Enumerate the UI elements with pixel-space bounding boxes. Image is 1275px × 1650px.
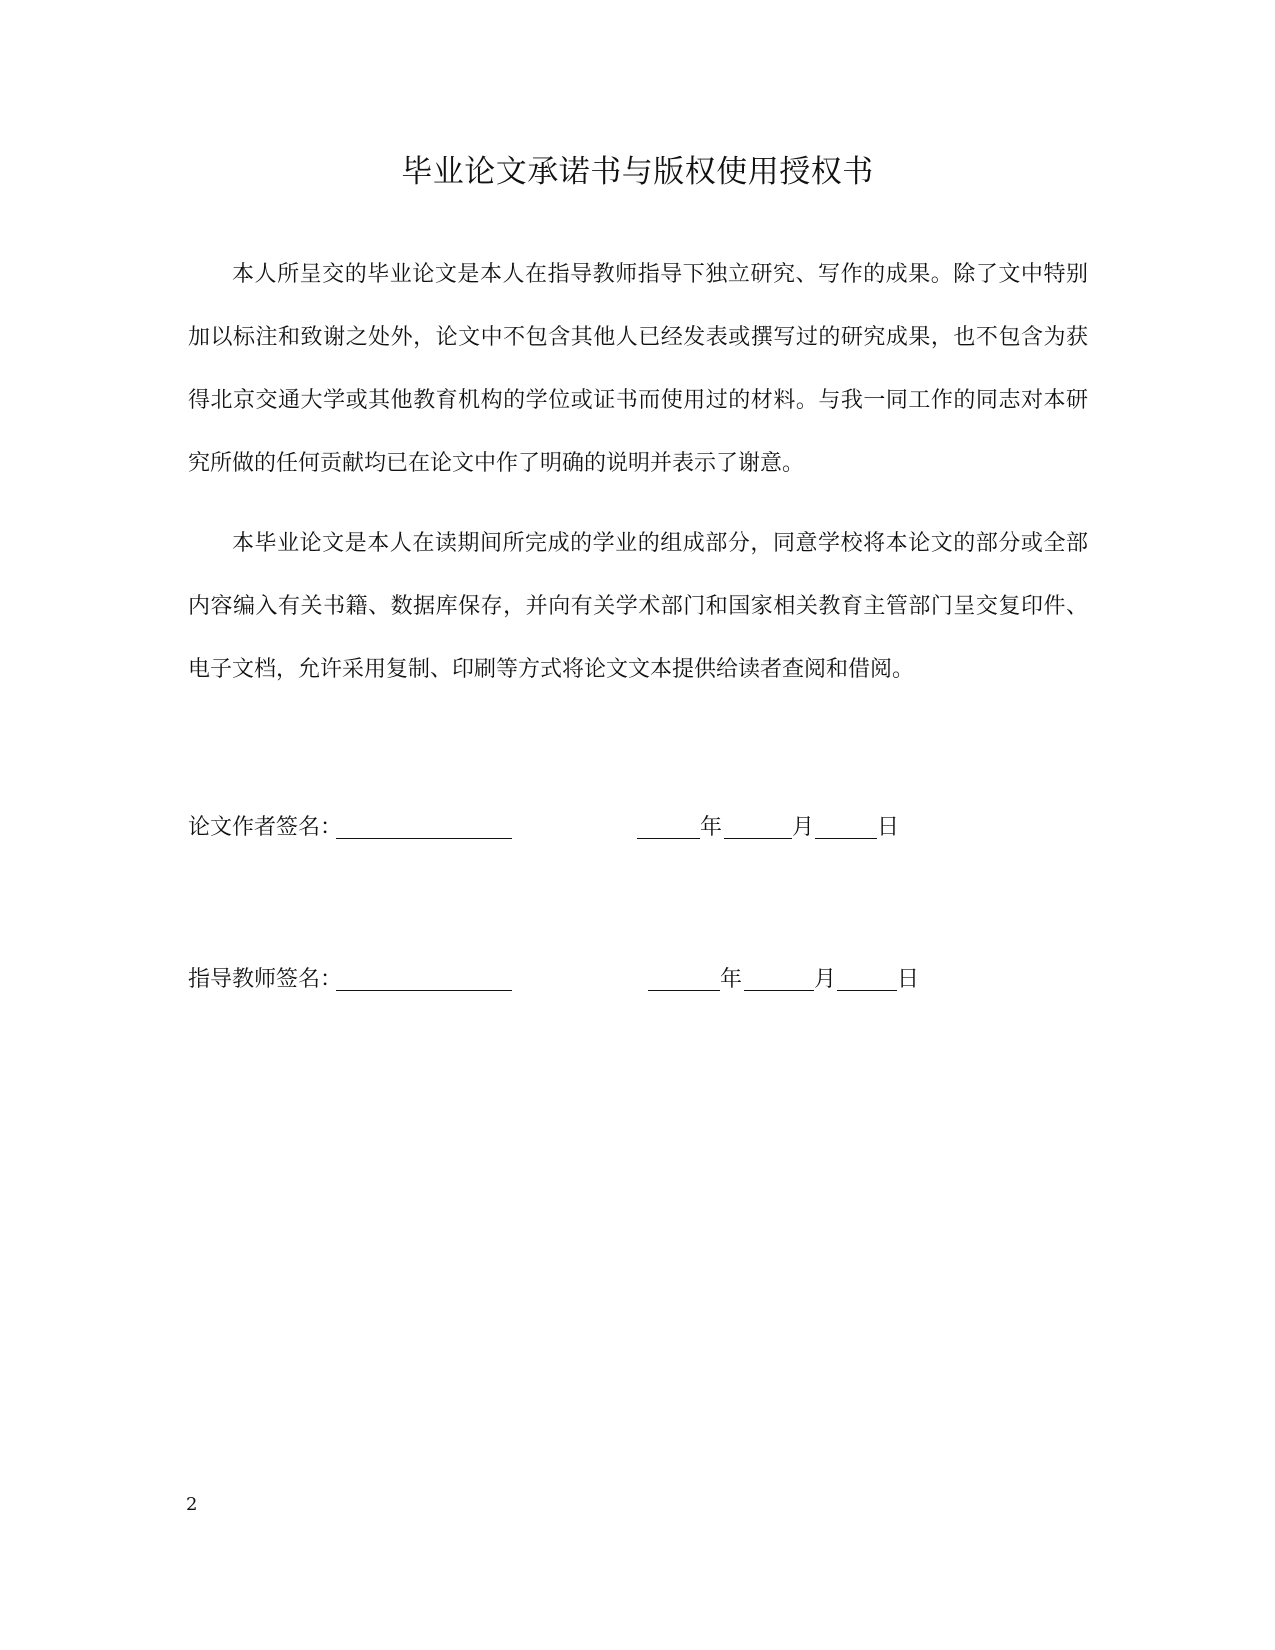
supervisor-signature-label: 指导教师签名：: [188, 967, 343, 992]
paragraph-commitment: 本人所呈交的毕业论文是本人在指导教师指导下独立研究、写作的成果。除了文中特别加以标注和致谢之处外，论文中不包含其他人已经发表或撰写过的研究成果，也不包含为获得北京交通大学或其他教育机构的学位或证书而使用过的材料。与我一同工作的同志对本研究所做的任何贡献均已在论文中作了明确的说明并表示了谢意。: [188, 262, 1088, 476]
page-title: 毕业论文承诺书与版权使用授权书: [401, 154, 874, 190]
supervisor-signature-line[interactable]: [336, 990, 512, 991]
supervisor-day-line[interactable]: [837, 990, 897, 991]
author-signature-label: 论文作者签名：: [188, 815, 343, 840]
supervisor-year-line[interactable]: [648, 990, 720, 991]
author-year-line[interactable]: [637, 838, 700, 839]
author-day-label: 日: [877, 815, 900, 840]
author-year-label: 年: [700, 815, 723, 840]
author-month-label: 月: [792, 815, 815, 840]
supervisor-month-line[interactable]: [744, 990, 814, 991]
supervisor-year-label: 年: [720, 967, 743, 992]
author-month-line[interactable]: [724, 838, 792, 839]
paragraph-authorization: 本毕业论文是本人在读期间所完成的学业的组成部分，同意学校将本论文的部分或全部内容编入有关书籍、数据库保存，并向有关学术部门和国家相关教育主管部门呈交复印件、电子文档，允许采用复制、印刷等方式将论文文本提供给读者查阅和借阅。: [188, 531, 1088, 682]
author-day-line[interactable]: [815, 838, 877, 839]
supervisor-day-label: 日: [897, 967, 920, 992]
author-signature-line[interactable]: [336, 838, 512, 839]
supervisor-month-label: 月: [814, 967, 837, 992]
page-number: 2: [186, 1494, 198, 1515]
